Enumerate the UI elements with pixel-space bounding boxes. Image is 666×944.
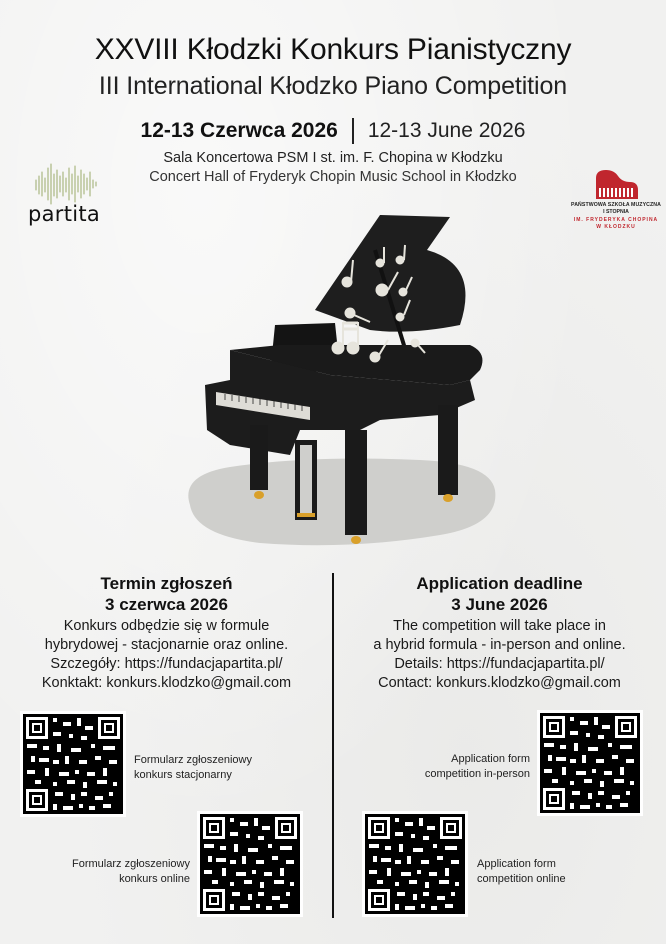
qr-label-line: Application form: [477, 858, 556, 870]
date-polish: 12-13 Czerwca 2026: [140, 119, 338, 142]
qr-label-line: Formularz zgłoszeniowy: [72, 858, 190, 870]
details-link-english[interactable]: Details: https://fundacjapartita.pl/: [394, 656, 605, 672]
school-name-line3: IM. FRYDERYKA CHOPINA: [573, 217, 659, 223]
title-english: III International Kłodzko Piano Competition: [98, 72, 568, 100]
qr-label-online-pl: [40, 857, 190, 887]
qr-code-in-person-pl[interactable]: [20, 711, 126, 817]
qr-code-icon: [200, 814, 300, 914]
school-name-line1: PAŃSTWOWA SZKOŁA MUZYCZNA: [571, 202, 661, 208]
info-line: a hybrid formula - in-person and online.: [373, 637, 626, 653]
deadline-date-english: 3 June 2026: [451, 595, 548, 614]
info-line: hybrydowej - stacjonarnie oraz online.: [44, 637, 289, 653]
piano-logo-icon: [592, 168, 640, 200]
deadline-section-english: [333, 573, 666, 693]
piano-leg-front: [345, 430, 367, 535]
qr-code-online-pl[interactable]: [197, 811, 303, 917]
qr-code-icon: [23, 714, 123, 814]
partita-wordmark: partita: [28, 202, 101, 226]
info-text-polish: [0, 617, 333, 693]
date-row: [0, 118, 666, 144]
qr-label-line: competition in-person: [424, 768, 530, 780]
info-line: Konkurs odbędzie się w formule: [63, 618, 270, 634]
info-text-english: [333, 617, 666, 693]
qr-label-line: Application form: [451, 753, 530, 765]
qr-label-line: competition online: [477, 873, 566, 885]
details-link-polish[interactable]: Szczegóły: https://fundacjapartita.pl/: [50, 656, 283, 672]
qr-code-icon: [540, 713, 640, 813]
qr-label-line: konkurs online: [119, 873, 190, 885]
venue-english: Concert Hall of Fryderyk Chopin Music School in Kłodzko: [149, 169, 517, 185]
info-line: The competition will take place in: [393, 618, 606, 634]
qr-label-line: konkurs stacjonarny: [134, 769, 232, 781]
date-separator: [352, 118, 354, 144]
piano-leg-left: [250, 425, 268, 490]
qr-label-line: Formularz zgłoszeniowy: [134, 754, 252, 766]
qr-label-in-person-pl: [134, 753, 252, 783]
contact-email-english[interactable]: Contact: konkurs.klodzko@gmail.com: [378, 675, 621, 691]
piano-leg-right: [438, 405, 458, 495]
date-english: 12-13 June 2026: [367, 119, 526, 142]
music-school-logo: [568, 168, 664, 240]
deadline-date-polish: 3 czerwca 2026: [105, 595, 228, 614]
school-name-line4: W KŁODZKU: [596, 224, 636, 230]
qr-code-online-en[interactable]: [362, 811, 468, 917]
qr-code-in-person-en[interactable]: [537, 710, 643, 816]
partita-logo: [28, 162, 108, 230]
deadline-heading-polish: Termin zgłoszeń: [100, 574, 233, 593]
soundwave-icon: [34, 162, 98, 206]
venue-polish: Sala Koncertowa PSM I st. im. F. Chopina w Kłodzku: [163, 150, 503, 166]
title-polish: XXVIII Kłodzki Konkurs Pianistyczny: [94, 33, 572, 66]
school-name-line2: I STOPNIA: [603, 209, 629, 215]
qr-label-in-person-en: [380, 752, 530, 782]
contact-email-polish[interactable]: Konktakt: konkurs.klodzko@gmail.com: [41, 675, 292, 691]
qr-label-online-en: [477, 857, 566, 887]
deadline-section-polish: [0, 573, 333, 693]
deadline-heading-english: Application deadline: [416, 574, 583, 593]
grand-piano-illustration: [170, 205, 500, 550]
piano-lid: [315, 215, 465, 332]
qr-code-icon: [365, 814, 465, 914]
